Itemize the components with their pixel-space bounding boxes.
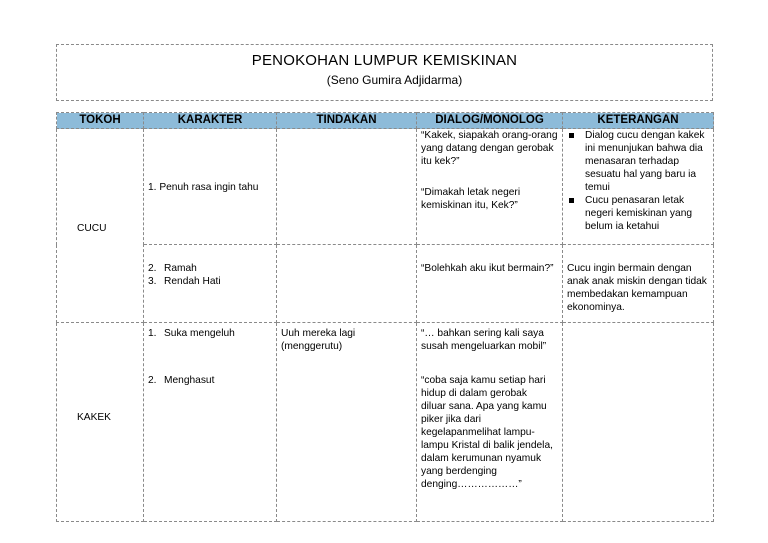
- header-tindakan: TINDAKAN: [277, 113, 417, 129]
- dialog-text: “Kakek, siapakah orang-orang yang datang dengan gerobak itu kek?”: [421, 130, 558, 167]
- dialog-text: “Dimakah letak negeri kemiskinan itu, Kek?”: [421, 187, 521, 211]
- keterangan-cell: [563, 129, 714, 245]
- karakter-cell: [144, 129, 277, 245]
- tokoh-cell-cucu: [57, 129, 144, 323]
- header-dialog: DIALOG/MONOLOG: [417, 113, 563, 129]
- keterangan-cell: [563, 323, 714, 522]
- keterangan-item: Cucu penasaran letak negeri kemiskinan yang belum ia ketahui: [567, 194, 709, 233]
- tokoh-cucu: CUCU: [77, 223, 107, 234]
- karakter-cell: [144, 323, 277, 522]
- tindakan-cell: [277, 245, 417, 323]
- karakter-item: 2. Menghasut: [148, 375, 215, 386]
- dialog-text: “… bahkan sering kali saya susah mengeluarkan mobil”: [421, 328, 547, 352]
- tindakan-cell: [277, 129, 417, 245]
- karakter-item: 1. Suka mengeluh: [148, 328, 235, 339]
- header-tokoh: TOKOH: [57, 113, 144, 129]
- keterangan-list: [567, 129, 709, 233]
- header-keterangan: KETERANGAN: [563, 113, 714, 129]
- keterangan-cell: [563, 245, 714, 323]
- dialog-cell: [417, 323, 563, 522]
- tokoh-kakek: KAKEK: [77, 412, 111, 423]
- karakter-text: 1. Penuh rasa ingin tahu: [148, 182, 259, 193]
- dialog-cell: [417, 245, 563, 323]
- karakter-item: 3. Rendah Hati: [148, 276, 221, 287]
- dialog-text: “Bolehkah aku ikut bermain?”: [421, 263, 554, 274]
- tokoh-cell-kakek: [57, 323, 144, 522]
- header-karakter: KARAKTER: [144, 113, 277, 129]
- karakter-cell: [144, 245, 277, 323]
- document-subtitle: (Seno Gumira Adjidarma): [326, 73, 463, 87]
- table-row: [57, 245, 714, 323]
- tindakan-cell: [277, 323, 417, 522]
- dialog-text: “coba saja kamu setiap hari hidup di dalam gerobak diluar sana. Apa yang kamu piker jika dari kegelapanmelihat lampu-lampu Kristal di balik jendela, dalam kerumunan nyamuk yang berdenging denging………………”: [421, 375, 553, 490]
- document-title: PENOKOHAN LUMPUR KEMISKINAN: [251, 52, 518, 69]
- table-row: [57, 323, 714, 522]
- table-row: [57, 129, 714, 245]
- keterangan-item: Dialog cucu dengan kakek ini menunjukan bahwa dia menasaran terhadap sesuatu hal yang baru ia temui: [567, 129, 709, 194]
- characterization-table: [56, 112, 714, 522]
- keterangan-text: Cucu ingin bermain dengan anak anak miskin dengan tidak membedakan kemampuan ekonominya.: [567, 263, 707, 313]
- dialog-cell: [417, 129, 563, 245]
- tindakan-text: Uuh mereka lagi (menggerutu): [281, 328, 356, 352]
- karakter-item: 2. Ramah: [148, 263, 197, 274]
- title-box: [56, 44, 713, 101]
- table-header-row: [57, 113, 714, 129]
